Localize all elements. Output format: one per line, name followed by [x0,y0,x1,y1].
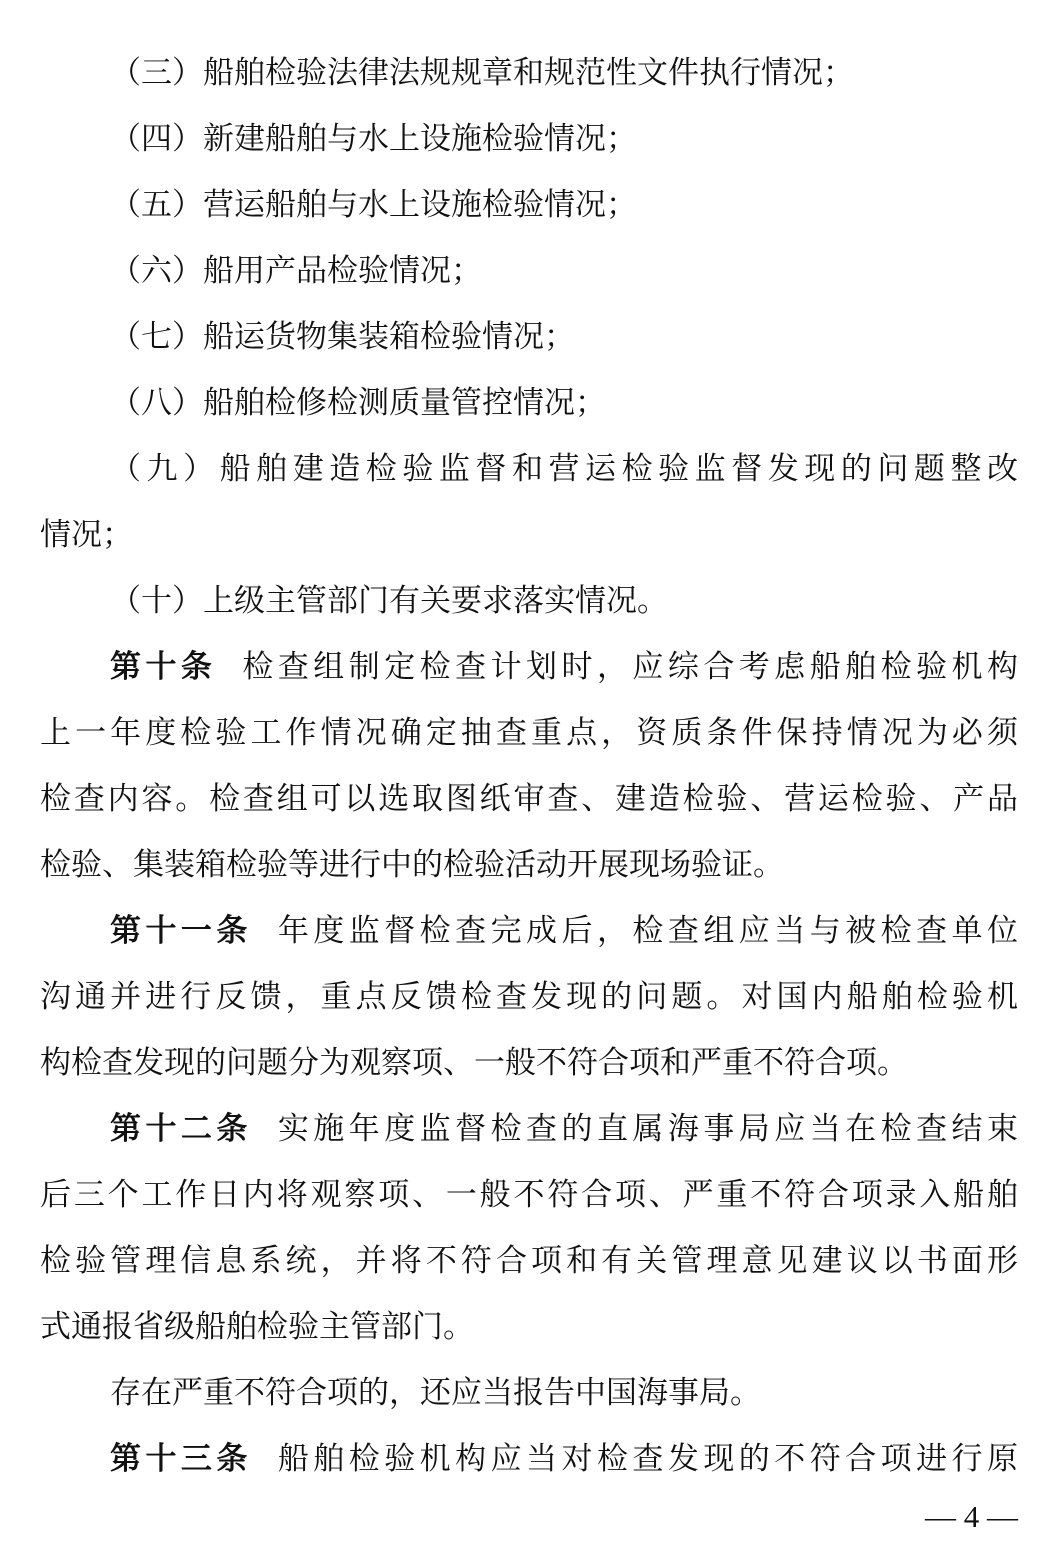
article-12-heading: 第十二条 [110,1111,252,1147]
article-13-first-line [40,1426,1018,1492]
list-item-7: （七）船运货物集装箱检验情况； [110,319,575,355]
article-12-first-line [40,1096,1018,1162]
list-item-5: （五）营运船舶与水上设施检验情况； [110,187,637,223]
article-12-line: 后三个工作日内将观察项、一般不符合项、严重不符合项录入船舶 [40,1177,1018,1213]
list-item-10: （十）上级主管部门有关要求落实情况。 [110,583,668,619]
article-10-first-line [40,634,1018,700]
article-12-paragraph-2: 存在严重不符合项的，还应当报告中国海事局。 [110,1375,761,1411]
page-number: — 4 — [925,1499,1018,1534]
page-body [40,40,1018,1492]
list-item-8: （八）船舶检修检测质量管控情况； [110,385,606,421]
article-13-heading: 第十三条 [110,1441,252,1477]
article-10-line: 检查内容。检查组可以选取图纸审查、建造检验、营运检验、产品 [40,781,1018,817]
article-10-line: 检验、集装箱检验等进行中的检验活动开展现场验证。 [40,847,784,883]
article-12-text: 实施年度监督检查的直属海事局应当在检查结束 [277,1111,1018,1147]
article-11-heading: 第十一条 [110,913,252,949]
article-11-line: 构检查发现的问题分为观察项、一般不符合项和严重不符合项。 [40,1045,908,1081]
list-item-9: （九）船舶建造检验监督和营运检验监督发现的问题整改 [110,451,1018,487]
article-10-line: 上一年度检验工作情况确定抽查重点，资质条件保持情况为必须 [40,715,1018,751]
article-11-first-line [40,898,1018,964]
article-11-line: 沟通并进行反馈，重点反馈检查发现的问题。对国内船舶检验机 [40,979,1018,1015]
article-11-text: 年度监督检查完成后，检查组应当与被检查单位 [277,913,1018,949]
article-10-heading: 第十条 [110,649,217,685]
article-13-text: 船舶检验机构应当对检查发现的不符合项进行原 [277,1441,1018,1477]
list-item-4: （四）新建船舶与水上设施检验情况； [110,121,637,157]
list-item-3: （三）船舶检验法律法规规章和规范性文件执行情况； [110,55,854,91]
article-10-text: 检查组制定检查计划时，应综合考虑船舶检验机构 [242,649,1018,685]
article-12-line: 检验管理信息系统，并将不符合项和有关管理意见建议以书面形 [40,1243,1018,1279]
list-item-6: （六）船用产品检验情况； [110,253,482,289]
list-item-9-continuation: 情况； [40,517,133,553]
article-12-line: 式通报省级船舶检验主管部门。 [40,1309,474,1345]
